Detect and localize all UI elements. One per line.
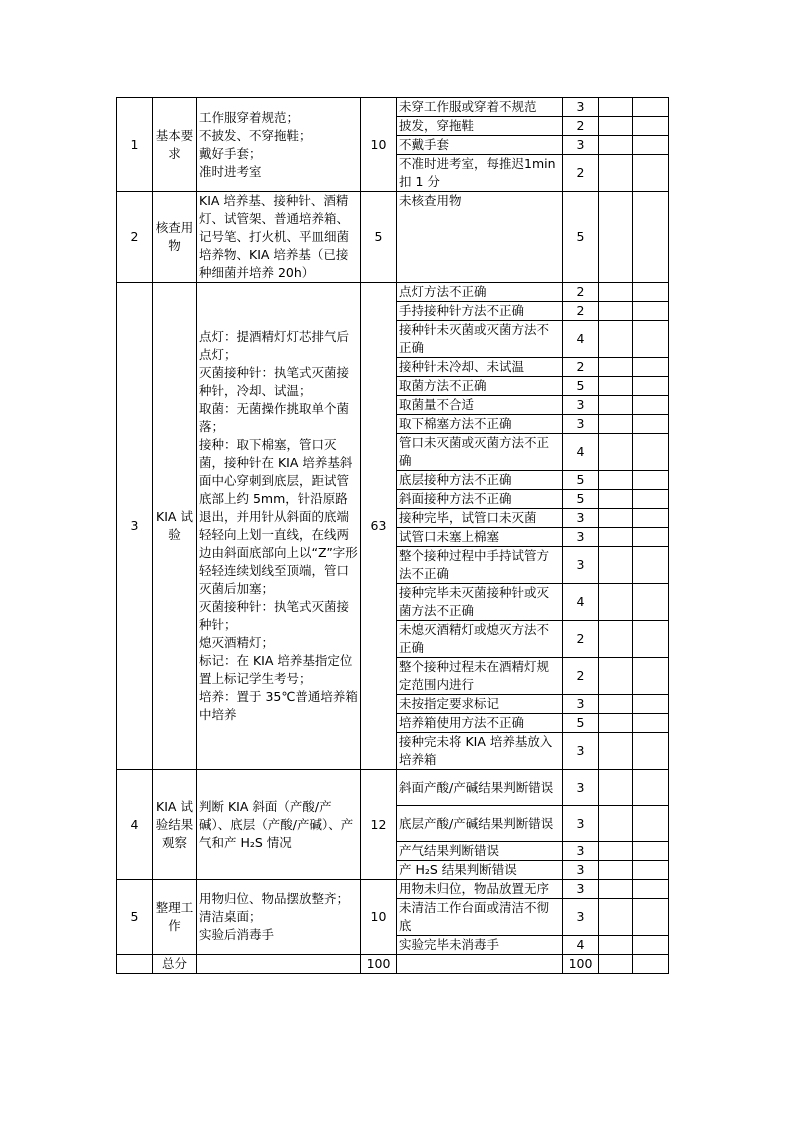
- blank-cell: [599, 842, 633, 861]
- section-score: 10: [361, 98, 397, 192]
- blank-cell: [633, 861, 669, 880]
- section-number: 4: [117, 770, 153, 880]
- deduction-item: 取菌方法不正确: [397, 377, 563, 396]
- blank-cell: [599, 471, 633, 490]
- deduction-item: 试管口未塞上棉塞: [397, 528, 563, 547]
- blank-cell: [599, 377, 633, 396]
- blank-cell: [633, 547, 669, 584]
- deduction-points: 3: [563, 770, 599, 806]
- blank-cell: [599, 695, 633, 714]
- deduction-item: 未按指定要求标记: [397, 695, 563, 714]
- deduction-item: 未穿工作服或穿着不规范: [397, 98, 563, 117]
- blank-cell: [633, 806, 669, 842]
- blank-cell: [599, 415, 633, 434]
- deduction-item: 未清洁工作台面或清洁不彻底: [397, 899, 563, 936]
- deduction-points: 5: [563, 377, 599, 396]
- deduction-points: 3: [563, 98, 599, 117]
- section-score: 10: [361, 880, 397, 955]
- scoring-table: [116, 97, 669, 974]
- deduction-item: 斜面产酸/产碱结果判断错误: [397, 770, 563, 806]
- blank-cell: [599, 490, 633, 509]
- blank-cell: [599, 584, 633, 621]
- blank-cell: [633, 155, 669, 192]
- deduction-points: 2: [563, 117, 599, 136]
- deduction-points: 2: [563, 155, 599, 192]
- deduction-item: 取下棉塞方法不正确: [397, 415, 563, 434]
- blank-cell: [633, 936, 669, 955]
- deduction-points: 3: [563, 396, 599, 415]
- deduction-points: 2: [563, 658, 599, 695]
- table-row: [117, 192, 669, 283]
- deduction-points: 4: [563, 321, 599, 358]
- deduction-item: 管口未灭菌或灭菌方法不正确: [397, 434, 563, 471]
- section-score: 63: [361, 283, 397, 770]
- blank-cell: [599, 302, 633, 321]
- table-row: [117, 770, 669, 806]
- blank-cell: [599, 955, 633, 974]
- deduction-points: 5: [563, 192, 599, 283]
- deduction-points: 3: [563, 415, 599, 434]
- deduction-item: 不戴手套: [397, 136, 563, 155]
- deduction-points: 2: [563, 283, 599, 302]
- section-name: 整理工作: [153, 880, 197, 955]
- deduction-item: 产气结果判断错误: [397, 842, 563, 861]
- section-score: 12: [361, 770, 397, 880]
- blank-cell: [599, 861, 633, 880]
- section-requirement: 判断 KIA 斜面（产酸/产碱）、底层（产酸/产碱）、产气和产 H₂S 情况: [197, 770, 361, 880]
- deduction-points: 3: [563, 842, 599, 861]
- total-row: [117, 955, 669, 974]
- blank-cell: [633, 714, 669, 733]
- blank-cell: [599, 733, 633, 770]
- deduction-points: 2: [563, 621, 599, 658]
- deduction-item: 接种完未将 KIA 培养基放入培养箱: [397, 733, 563, 770]
- blank-cell: [633, 377, 669, 396]
- deduction-points: 3: [563, 806, 599, 842]
- blank-cell: [633, 434, 669, 471]
- blank-cell: [599, 880, 633, 899]
- section-name: 基本要求: [153, 98, 197, 192]
- blank-cell: [633, 899, 669, 936]
- blank-cell: [633, 528, 669, 547]
- blank-cell: [633, 770, 669, 806]
- deduction-item: 接种针未冷却、未试温: [397, 358, 563, 377]
- blank-cell: [599, 358, 633, 377]
- deduction-item: 取菌量不合适: [397, 396, 563, 415]
- blank-cell: [633, 621, 669, 658]
- deduction-item: 未熄灭酒精灯或熄灭方法不正确: [397, 621, 563, 658]
- table-row: [117, 98, 669, 117]
- blank-cell: [633, 415, 669, 434]
- deduction-points: 2: [563, 302, 599, 321]
- blank-cell: [633, 880, 669, 899]
- section-number: 2: [117, 192, 153, 283]
- blank-cell: [633, 955, 669, 974]
- deduction-points: 3: [563, 861, 599, 880]
- deduction-item: 接种完毕未灭菌接种针或灭菌方法不正确: [397, 584, 563, 621]
- deduction-points: 4: [563, 936, 599, 955]
- blank-cell: [599, 396, 633, 415]
- section-number: 5: [117, 880, 153, 955]
- blank-cell: [599, 658, 633, 695]
- blank-cell: [599, 547, 633, 584]
- blank-cell: [633, 695, 669, 714]
- deduction-points: 2: [563, 358, 599, 377]
- deduction-item: 不准时进考室，每推迟1min 扣 1 分: [397, 155, 563, 192]
- blank-cell: [197, 955, 361, 974]
- blank-cell: [599, 117, 633, 136]
- deduction-points: 5: [563, 714, 599, 733]
- blank-cell: [599, 136, 633, 155]
- blank-cell: [633, 192, 669, 283]
- blank-cell: [633, 321, 669, 358]
- deduction-points: 3: [563, 509, 599, 528]
- blank-cell: [599, 770, 633, 806]
- blank-cell: [599, 621, 633, 658]
- blank-cell: [117, 955, 153, 974]
- blank-cell: [633, 509, 669, 528]
- deduction-item: 用物未归位，物品放置无序: [397, 880, 563, 899]
- deduction-item: 培养箱使用方法不正确: [397, 714, 563, 733]
- table-row: [117, 880, 669, 899]
- section-requirement: 点灯：提酒精灯灯芯排气后点灯； 灭菌接种针：执笔式灭菌接种针，冷却、试温； 取菌：无菌操作挑取单个菌落； 接种：取下棉塞，管口灭菌，接种针在 KIA 培养基斜面中心穿刺到底层，距试管底部上约 5mm，针沿原路退出，并用针从斜面的底端轻轻向上划一直线，在线两边由斜面底部向上以“Z”字形轻轻连续划线至顶端，管口灭菌后加塞； 灭菌接种针：执笔式灭菌接种针； 熄灭酒精灯； 标记：在 KIA 培养基指定位置上标记学生考号； 培养：置于 35℃普通培养箱中培养: [197, 283, 361, 770]
- deduction-item: 接种针未灭菌或灭菌方法不正确: [397, 321, 563, 358]
- section-number: 3: [117, 283, 153, 770]
- deduction-points: 3: [563, 880, 599, 899]
- blank-cell: [633, 490, 669, 509]
- deduction-points: 3: [563, 528, 599, 547]
- deduction-item: 整个接种过程中手持试管方法不正确: [397, 547, 563, 584]
- deduction-points: 3: [563, 733, 599, 770]
- deduction-item: 底层产酸/产碱结果判断错误: [397, 806, 563, 842]
- blank-cell: [633, 658, 669, 695]
- section-name: KIA 试验结果观察: [153, 770, 197, 880]
- blank-cell: [599, 321, 633, 358]
- deduction-item: 底层接种方法不正确: [397, 471, 563, 490]
- blank-cell: [633, 733, 669, 770]
- section-requirement: KIA 培养基、接种针、酒精灯、试管架、普通培养箱、记号笔、打火机、平皿细菌培养物、KIA 培养基（已接种细菌并培养 20h）: [197, 192, 361, 283]
- blank-cell: [633, 98, 669, 117]
- blank-cell: [633, 283, 669, 302]
- deduction-points: 3: [563, 899, 599, 936]
- blank-cell: [599, 434, 633, 471]
- section-requirement: 用物归位、物品摆放整齐； 清洁桌面； 实验后消毒手: [197, 880, 361, 955]
- blank-cell: [633, 358, 669, 377]
- blank-cell: [599, 283, 633, 302]
- blank-cell: [633, 842, 669, 861]
- blank-cell: [397, 955, 563, 974]
- blank-cell: [599, 509, 633, 528]
- section-requirement: 工作服穿着规范； 不披发、不穿拖鞋； 戴好手套； 准时进考室: [197, 98, 361, 192]
- deduction-points: 4: [563, 434, 599, 471]
- deduction-points: 3: [563, 547, 599, 584]
- deduction-item: 披发，穿拖鞋: [397, 117, 563, 136]
- blank-cell: [633, 302, 669, 321]
- deduction-item: 产 H₂S 结果判断错误: [397, 861, 563, 880]
- blank-cell: [633, 584, 669, 621]
- section-name: 核查用物: [153, 192, 197, 283]
- blank-cell: [599, 899, 633, 936]
- section-number: 1: [117, 98, 153, 192]
- blank-cell: [633, 117, 669, 136]
- blank-cell: [599, 192, 633, 283]
- deduction-item: 手持接种针方法不正确: [397, 302, 563, 321]
- deduction-item: 未核查用物: [397, 192, 563, 283]
- deduction-item: 实验完毕未消毒手: [397, 936, 563, 955]
- blank-cell: [599, 714, 633, 733]
- deduction-item: 斜面接种方法不正确: [397, 490, 563, 509]
- total-label: 总分: [153, 955, 197, 974]
- blank-cell: [633, 396, 669, 415]
- deduction-points: 5: [563, 471, 599, 490]
- blank-cell: [599, 936, 633, 955]
- blank-cell: [599, 155, 633, 192]
- table-row: [117, 283, 669, 302]
- deduction-points: 3: [563, 695, 599, 714]
- section-score: 5: [361, 192, 397, 283]
- deduction-points: 4: [563, 584, 599, 621]
- blank-cell: [599, 806, 633, 842]
- deduction-item: 点灯方法不正确: [397, 283, 563, 302]
- deduction-item: 整个接种过程未在酒精灯规定范围内进行: [397, 658, 563, 695]
- blank-cell: [633, 471, 669, 490]
- section-name: KIA 试验: [153, 283, 197, 770]
- deduction-item: 接种完毕，试管口未灭菌: [397, 509, 563, 528]
- blank-cell: [599, 528, 633, 547]
- total-points: 100: [563, 955, 599, 974]
- deduction-points: 5: [563, 490, 599, 509]
- total-score: 100: [361, 955, 397, 974]
- deduction-points: 3: [563, 136, 599, 155]
- blank-cell: [633, 136, 669, 155]
- blank-cell: [599, 98, 633, 117]
